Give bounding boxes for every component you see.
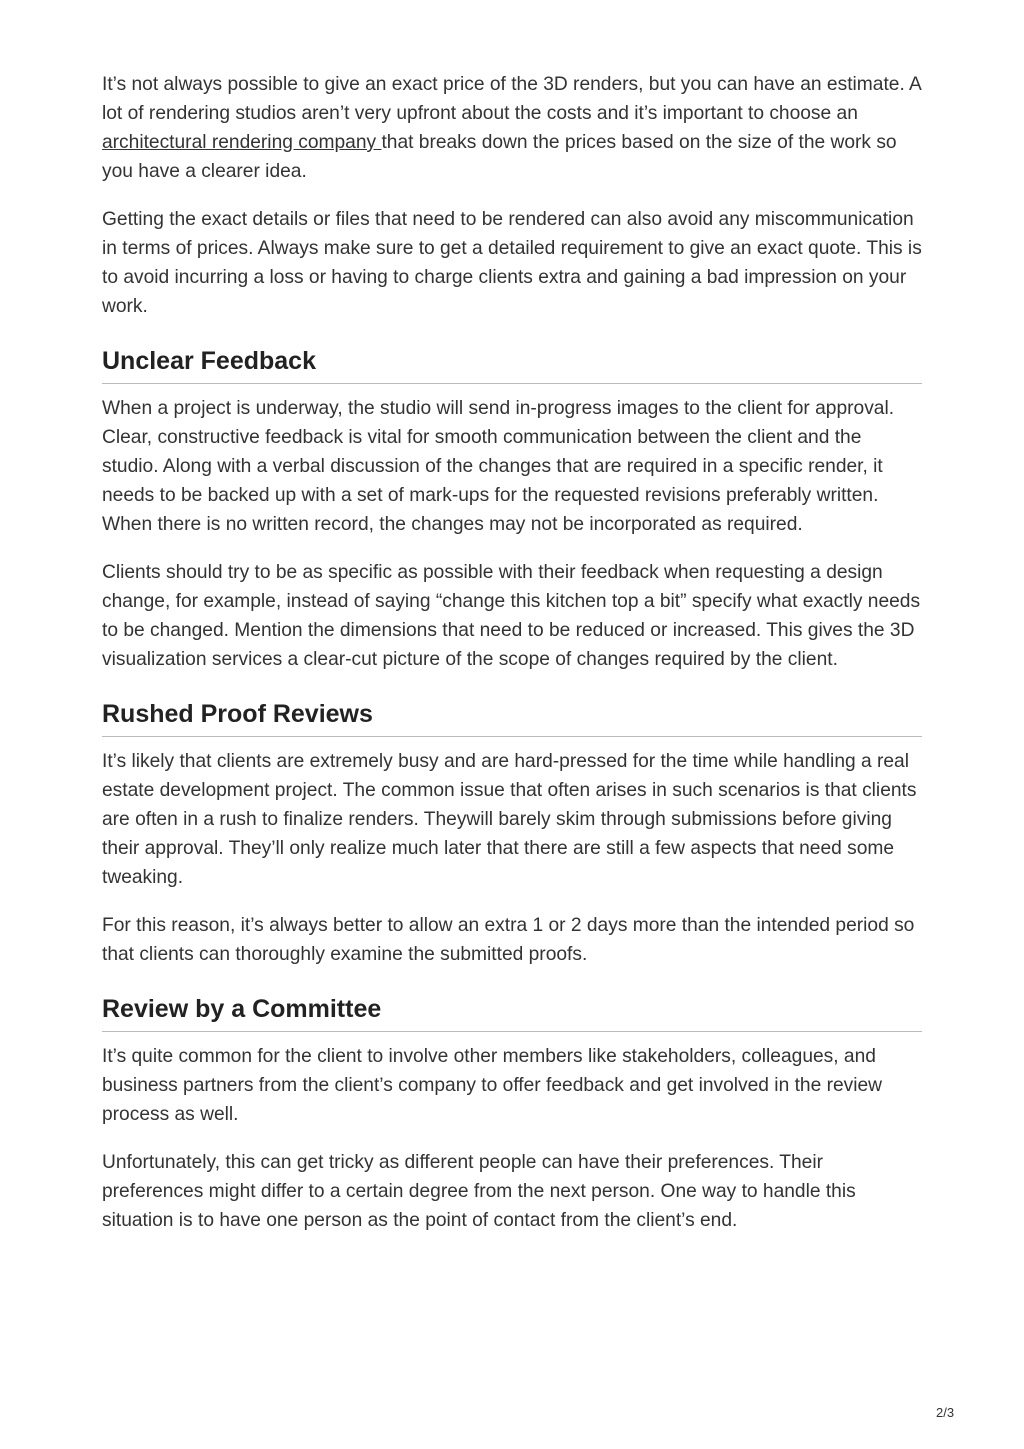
section-paragraph: When a project is underway, the studio will send in-progress images to the client for approval. Clear, constructive feedback is vital for smooth communication between the client and the studio. Along with a verbal discussion of the changes that are required in a specific render, it needs to be backed up with a set of mark-ups for the requested revisions preferably written. When there is no written record, the changes may not be incorporated as required. [102, 398, 895, 535]
section-heading-review-by-committee: Review by a Committee [102, 994, 922, 1032]
intro-paragraph-1 [102, 70, 922, 186]
architectural-rendering-company-link[interactable]: architectural rendering company [102, 132, 382, 153]
section-paragraph: It’s quite common for the client to involve other members like stakeholders, colleagues, and business partners from the client’s company to offer feedback and get involved in the review process as well. [102, 1046, 883, 1125]
intro-paragraph-2: Getting the exact details or files that need to be rendered can also avoid any miscommunication in terms of prices. Always make sure to get a detailed requirement to give an exact quote. This is to avoid incurring a loss or having to charge clients extra and gaining a bad impression on your work. [102, 209, 922, 317]
page-number: 2/3 [936, 1405, 955, 1420]
section-heading-rushed-proof-reviews: Rushed Proof Reviews [102, 699, 922, 737]
section-paragraph: For this reason, it’s always better to allow an extra 1 or 2 days more than the intended period so that clients can thoroughly examine the submitted proofs. [102, 915, 915, 965]
section-paragraph: Clients should try to be as specific as possible with their feedback when requesting a design change, for example, instead of saying “change this kitchen top a bit” specify what exactly needs to be changed. Mention the dimensions that need to be reduced or increased. This gives the 3D visualization services a clear-cut picture of the scope of changes required by the client. [102, 562, 921, 670]
article-body [102, 70, 922, 1254]
intro-text-after-link: that breaks down the prices based on the size of the work so you have a clearer idea. [102, 132, 897, 182]
intro-text-before-link: It’s not always possible to give an exact price of the 3D renders, but you can have an estimate. A lot of rendering studios aren’t very upfront about the costs and it’s important to choose an [102, 74, 921, 124]
section-paragraph: Unfortunately, this can get tricky as different people can have their preferences. Their preferences might differ to a certain degree from the next person. One way to handle this situation is to have one person as the point of contact from the client’s end. [102, 1152, 856, 1231]
section-heading-unclear-feedback: Unclear Feedback [102, 346, 922, 384]
section-paragraph: It’s likely that clients are extremely busy and are hard-pressed for the time while handling a real estate development project. The common issue that often arises in such scenarios is that clients are often in a rush to finalize renders. Theywill barely skim through submissions before giving their approval. They’ll only realize much later that there are still a few aspects that need some tweaking. [102, 751, 917, 888]
